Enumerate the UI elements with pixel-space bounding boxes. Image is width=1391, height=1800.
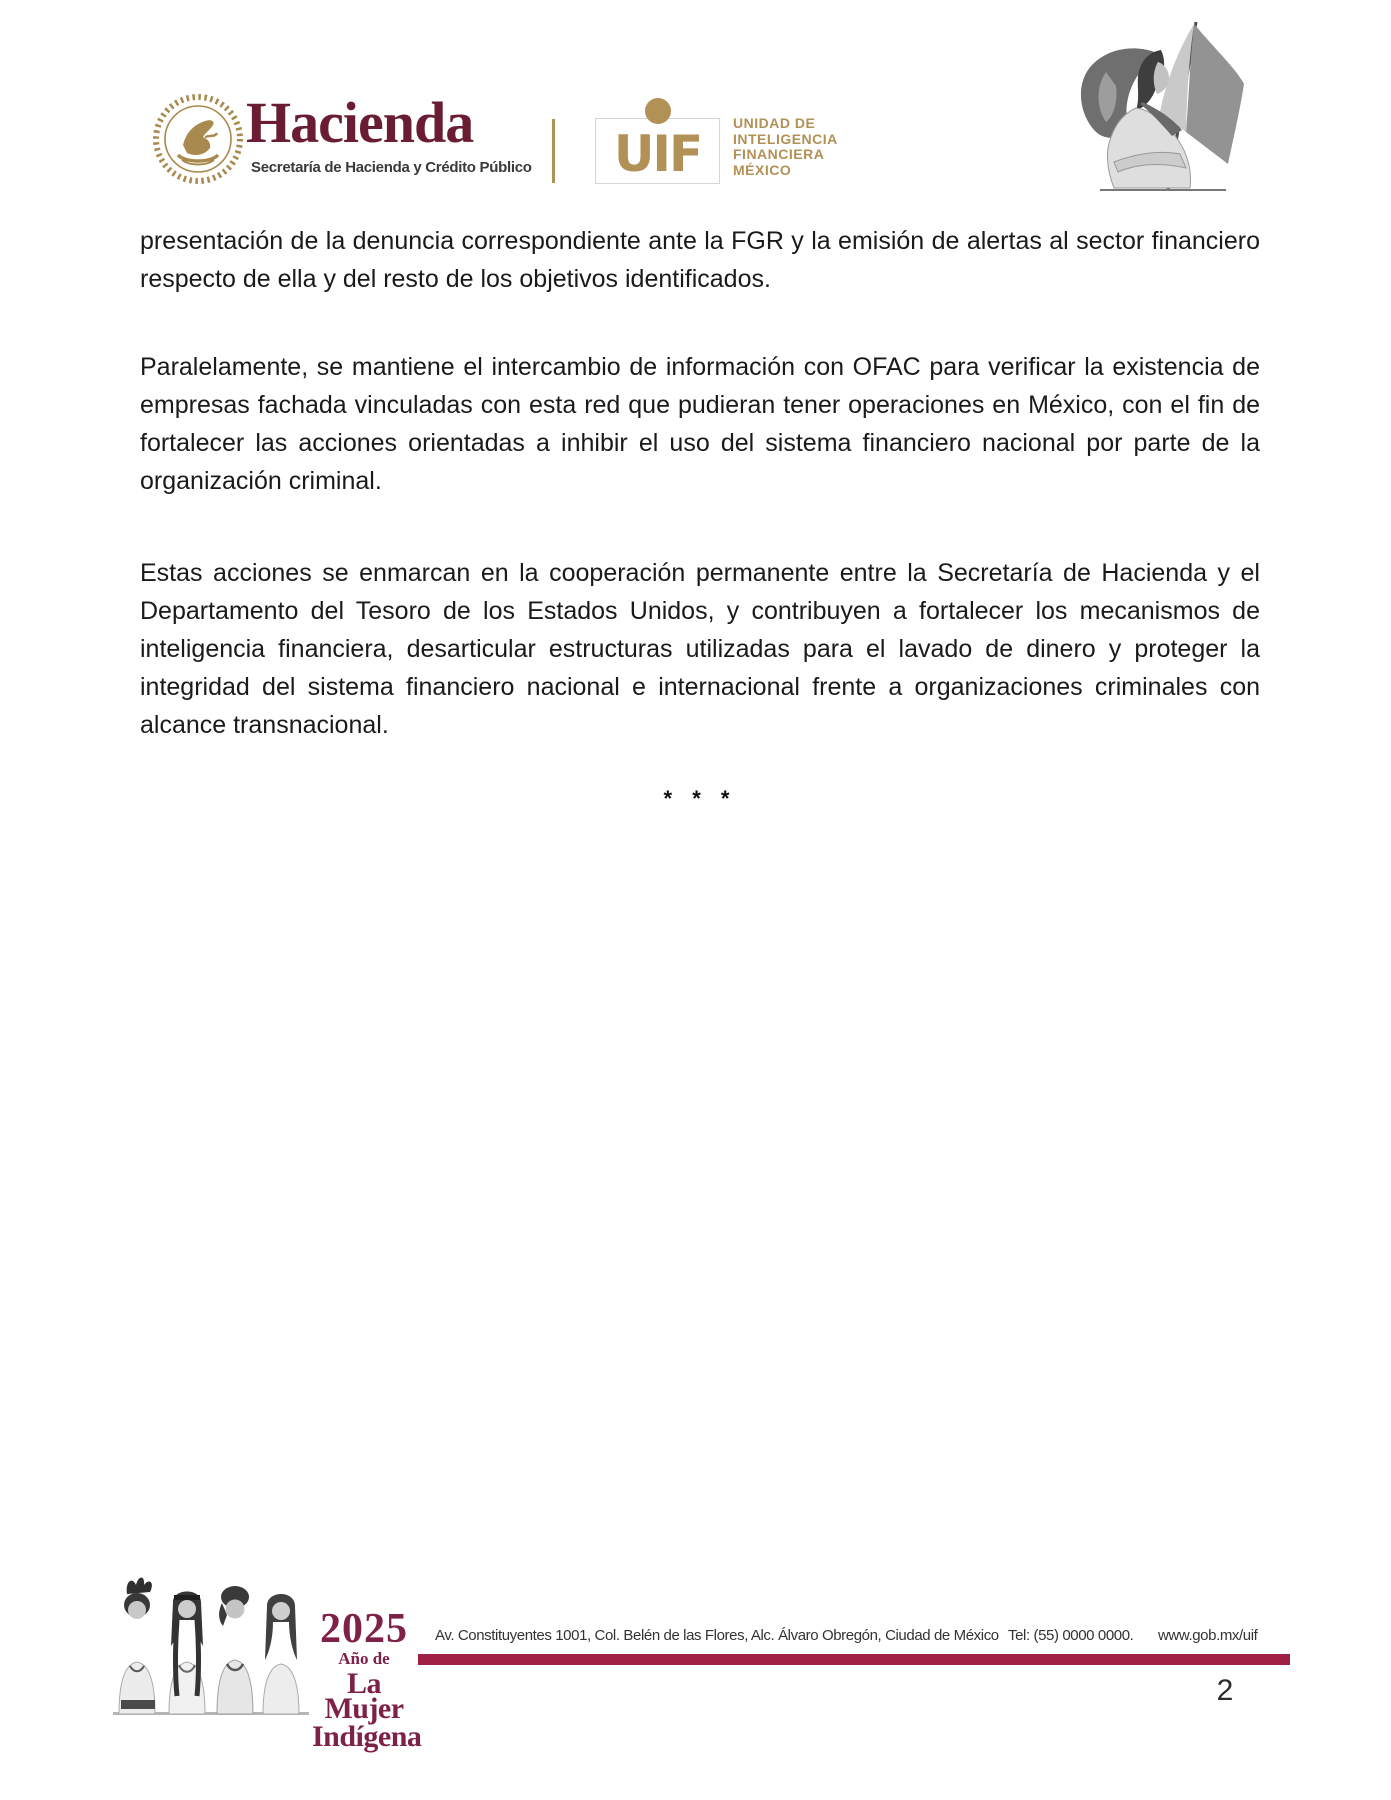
badge-tagline: La Mujer: [324, 1667, 404, 1725]
footer-phone: Tel: (55) 0000 0000.: [1008, 1627, 1134, 1644]
hacienda-wordmark: Hacienda: [246, 90, 474, 155]
badge-year: 2025: [320, 1606, 408, 1652]
uif-line: INTELIGENCIA: [733, 130, 838, 147]
badge-tagline: Indígena: [312, 1720, 422, 1753]
footer-address: Av. Constituyentes 1001, Col. Belén de las Flores, Alc. Álvaro Obregón, Ciudad de México: [435, 1627, 999, 1644]
footer-accent-bar: [418, 1654, 1290, 1665]
paragraph: Paralelamente, se mantiene el intercambio de información con OFAC para verificar la existencia de empresas fachada vinculadas con esta red que pudieran tener operaciones en México, con el fin de fortalecer las acciones orientadas a inhibir el uso del sistema financiero nacional por parte de la organización criminal.: [140, 353, 1260, 495]
mexico-eagle-seal-icon: [152, 92, 244, 186]
uif-dot-icon: [645, 98, 671, 124]
asterisk-separator: * * *: [663, 786, 737, 811]
paragraph: presentación de la denuncia correspondiente ante la FGR y la emisión de alertas al sector financiero respecto de ella y del resto de los objetivos identificados.: [140, 227, 1260, 293]
logo-divider: [552, 119, 555, 183]
year-2025-badge: [312, 1606, 422, 1753]
uif-line: MÉXICO: [733, 161, 792, 178]
woman-with-mexican-flag-illustration: [1040, 12, 1255, 194]
indigenous-women-illustration: [105, 1576, 313, 1718]
footer-website: www.gob.mx/uif: [1158, 1627, 1258, 1644]
uif-acronym: UIF: [613, 125, 702, 183]
badge-tagline: Año de: [338, 1649, 390, 1668]
uif-logo-text: [733, 116, 838, 178]
paragraph: Estas acciones se enmarcan en la cooperación permanente entre la Secretaría de Hacienda y el Departamento del Tesoro de los Estados Unidos, y contribuyen a fortalecer los mecanismos de inteligencia financiera, desarticular estructuras utilizadas para el lavado de dinero y proteger la integridad del sistema financiero nacional e internacional frente a organizaciones criminales con alcance transnacional.: [140, 559, 1260, 739]
page-number: 2: [1216, 1674, 1234, 1707]
hacienda-subtitle: Secretaría de Hacienda y Crédito Público: [251, 159, 532, 176]
uif-line: UNIDAD DE: [733, 115, 816, 131]
uif-line: FINANCIERA: [733, 146, 825, 162]
uif-logo: [595, 118, 720, 184]
document-body: [140, 222, 1260, 818]
